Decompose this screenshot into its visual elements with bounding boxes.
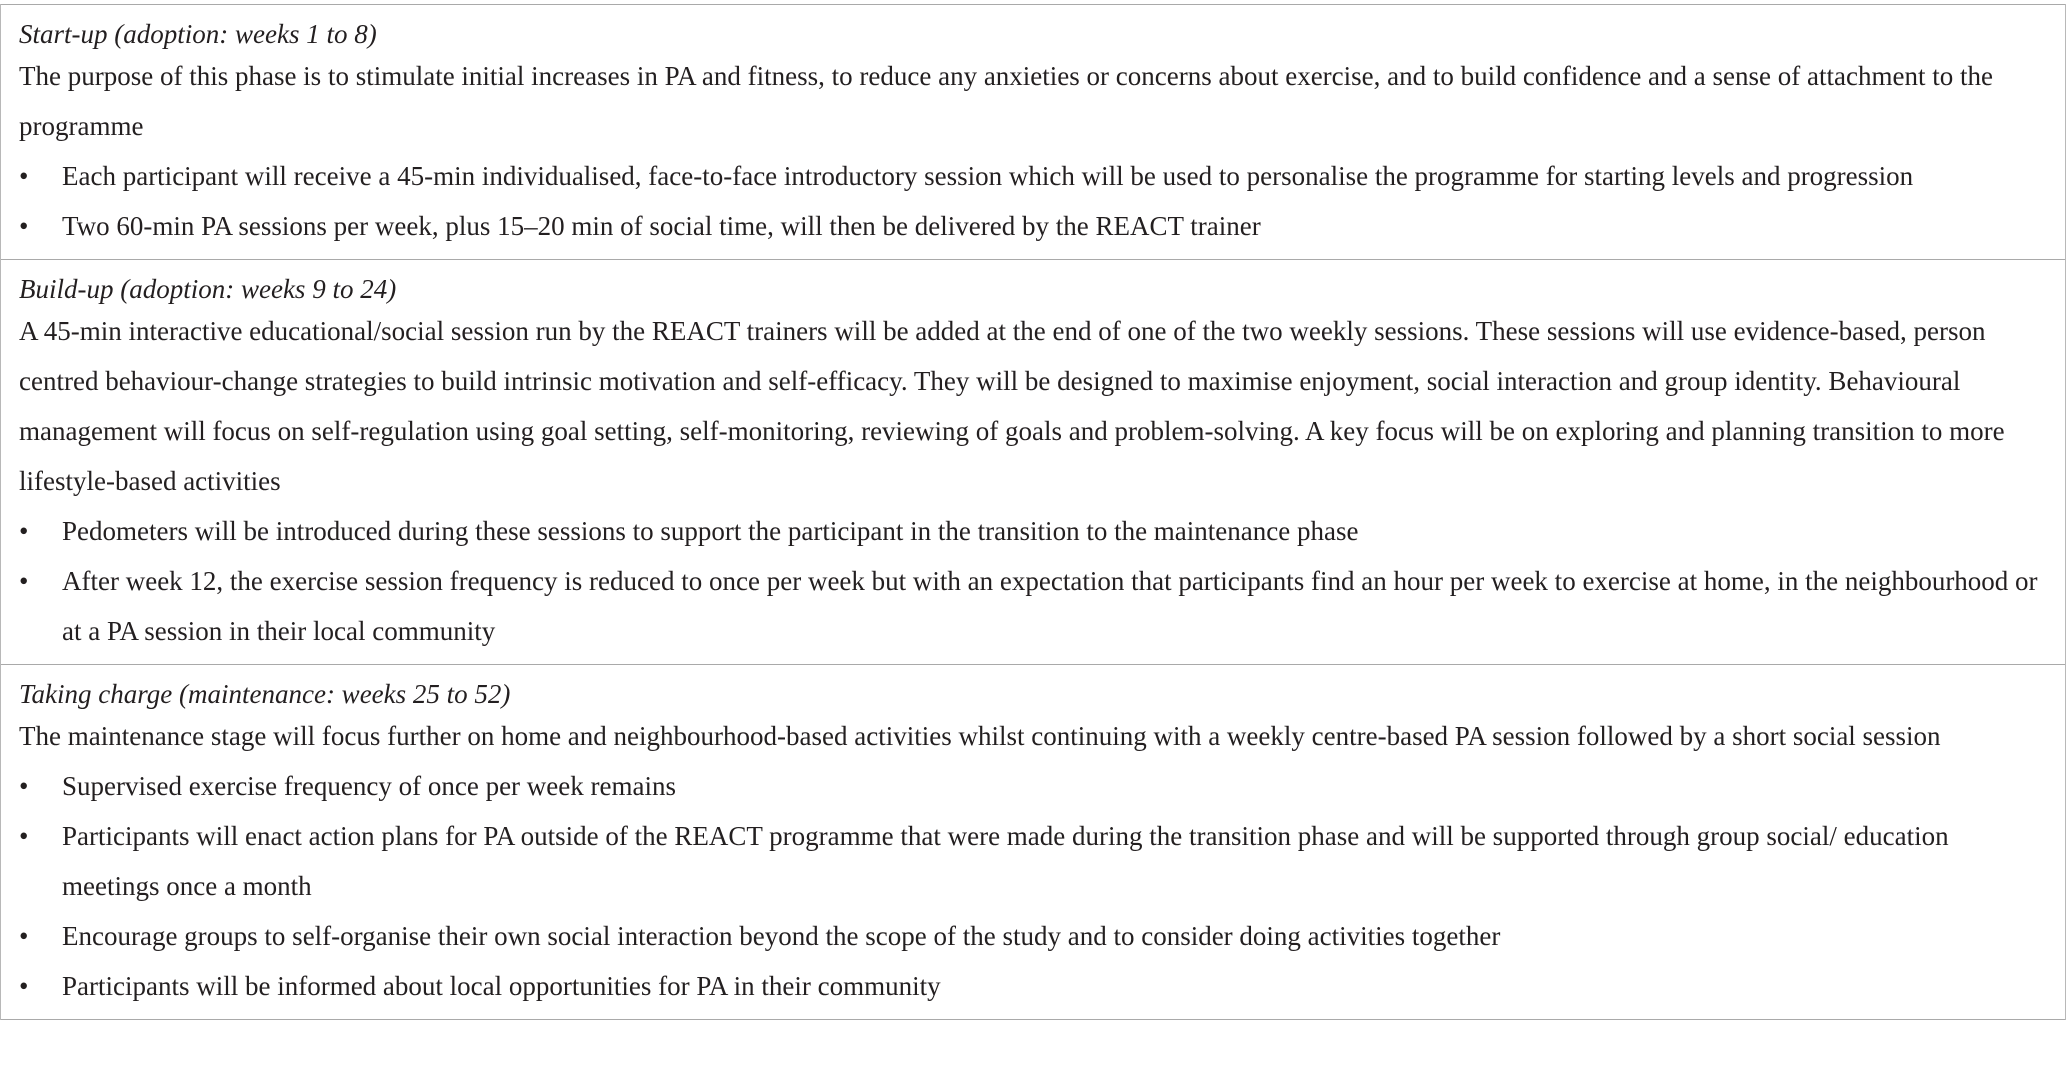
bullet-text: Each participant will receive a 45-min individualised, face-to-face introductory session which will be used to personalise the programme for starting levels and progression [62, 161, 1914, 191]
bullet-text: Participants will enact action plans for PA outside of the REACT programme that were made during the transition phase and will be supported through group social/ education meetings once a month [62, 821, 1949, 901]
bullet-icon: • [19, 566, 29, 596]
list-item [19, 151, 2051, 201]
bullet-icon: • [19, 821, 29, 851]
phase-heading: Start-up (adoption: weeks 1 to 8) [19, 19, 377, 49]
phase-description: A 45-min interactive educational/social session run by the REACT trainers will be added at the end of one of the two weekly sessions. These sessions will use evidence-based, person centred behaviour-change strategies to build intrinsic motivation and self-efficacy. They will be designed to maximise enjoyment, social interaction and group identity. Behavioural management will focus on self-regulation using goal setting, self-monitoring, reviewing of goals and problem-solving. A key focus will be on exploring and planning transition to more lifestyle-based activities [19, 316, 2005, 496]
bullet-icon: • [19, 211, 29, 241]
list-item [19, 811, 2051, 911]
bullet-text: Two 60-min PA sessions per week, plus 15–20 min of social time, will then be delivered by the REACT trainer [62, 211, 1261, 241]
phase-bullet-list [19, 761, 2051, 1011]
bullet-icon: • [19, 516, 29, 546]
phase-section-build-up [1, 259, 2065, 664]
list-item [19, 201, 2051, 251]
bullet-icon: • [19, 161, 29, 191]
bullet-icon: • [19, 921, 29, 951]
list-item [19, 761, 2051, 811]
phase-bullet-list [19, 151, 2051, 251]
list-item [19, 911, 2051, 961]
bullet-text: Supervised exercise frequency of once per week remains [62, 771, 676, 801]
bullet-icon: • [19, 771, 29, 801]
phase-section-start-up [1, 4, 2065, 259]
bullet-icon: • [19, 971, 29, 1001]
phase-heading: Build-up (adoption: weeks 9 to 24) [19, 274, 397, 304]
bullet-text: Pedometers will be introduced during these sessions to support the participant in the transition to the maintenance phase [62, 516, 1359, 546]
phase-table [0, 4, 2066, 1020]
phase-heading: Taking charge (maintenance: weeks 25 to 52) [19, 679, 511, 709]
bullet-text: After week 12, the exercise session frequency is reduced to once per week but with an expectation that participants find an hour per week to exercise at home, in the neighbourhood or at a PA session in their local community [62, 566, 2038, 646]
bullet-text: Encourage groups to self-organise their own social interaction beyond the scope of the study and to consider doing activities together [62, 921, 1501, 951]
phase-bullet-list [19, 506, 2051, 656]
list-item [19, 506, 2051, 556]
phase-description: The purpose of this phase is to stimulate initial increases in PA and fitness, to reduce any anxieties or concerns about exercise, and to build confidence and a sense of attachment to the programme [19, 61, 1993, 141]
phase-description: The maintenance stage will focus further on home and neighbourhood-based activities whilst continuing with a weekly centre-based PA session followed by a short social session [19, 721, 1941, 751]
bullet-text: Participants will be informed about local opportunities for PA in their community [62, 971, 941, 1001]
list-item [19, 961, 2051, 1011]
phase-section-taking-charge [1, 664, 2065, 1020]
list-item [19, 556, 2051, 656]
